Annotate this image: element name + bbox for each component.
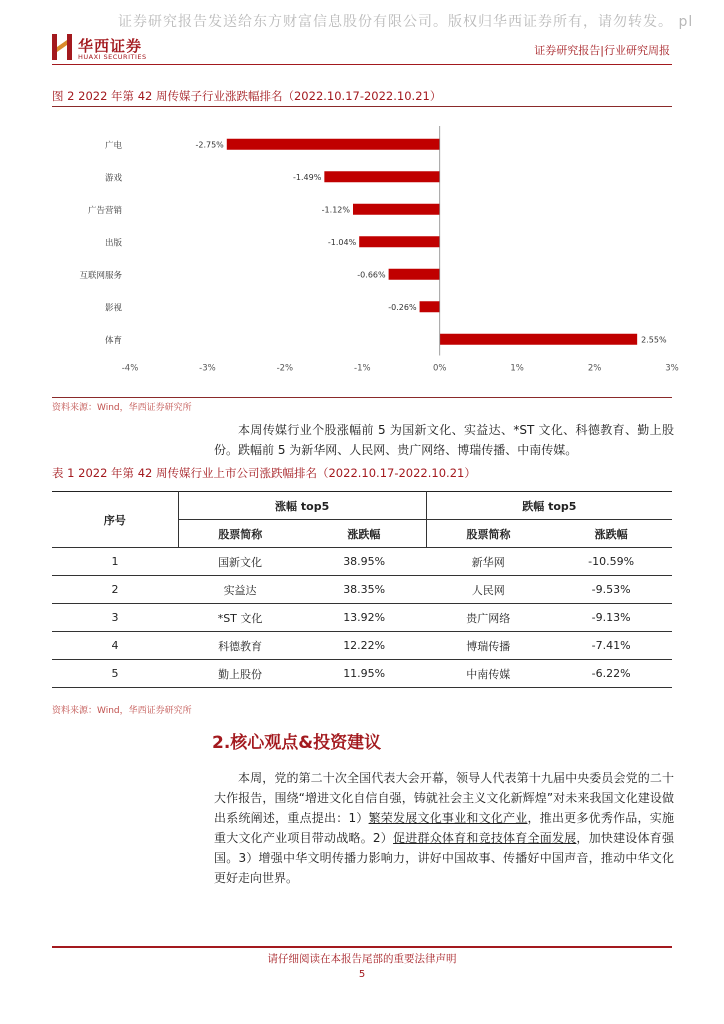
bar-6 bbox=[420, 301, 440, 312]
cell-up-change: 38.95% bbox=[302, 548, 426, 576]
cell-down-change: -9.53% bbox=[550, 576, 672, 604]
cell-up-change: 38.35% bbox=[302, 576, 426, 604]
x-tick-label: 0% bbox=[432, 363, 447, 374]
para-text-c: ，加快建设体育强国。3）增强中华文明传播力影响力，讲好中国故事、传播好中国声音，推动中华文化更好走向世界。 bbox=[214, 831, 674, 885]
cell-index: 1 bbox=[52, 548, 178, 576]
x-tick-label: 2% bbox=[587, 363, 602, 374]
data-label: -0.66% bbox=[357, 270, 386, 280]
category-label: 广告营销 bbox=[87, 205, 122, 216]
group-down-header: 跌幅 top5 bbox=[426, 492, 672, 520]
category-label: 影视 bbox=[104, 303, 122, 314]
para-underline-1: 繁荣发展文化事业和文化产业 bbox=[368, 811, 528, 825]
header-divider bbox=[52, 64, 672, 65]
para-text-a: 本周，党的第二十次全国代表大会开幕，领导人代表第十九届中央委员会党的二十大作报告，围绕“增进文化自信自强，铸就社会主义文化新辉煌”对未来我国文化建设做出系统阐述，重点提出：1） bbox=[214, 771, 674, 825]
brand-name-en: HUAXI SECURITIES bbox=[78, 53, 147, 61]
x-tick-label: -2% bbox=[276, 363, 294, 374]
x-tick-label: 3% bbox=[665, 363, 679, 374]
cell-down-change: -6.22% bbox=[550, 660, 672, 688]
cell-index: 2 bbox=[52, 576, 178, 604]
cell-up-change: 12.22% bbox=[302, 632, 426, 660]
figure-source: 资料来源：Wind，华西证券研究所 bbox=[52, 403, 192, 413]
table-title: 表 1 2022 年第 42 周传媒行业上市公司涨跌幅排名（2022.10.17-2022.10.21） bbox=[52, 466, 476, 480]
cell-index: 3 bbox=[52, 604, 178, 632]
bar-4 bbox=[359, 236, 440, 247]
data-label: 2.55% bbox=[641, 335, 667, 345]
cell-index: 5 bbox=[52, 660, 178, 688]
ranking-table bbox=[52, 491, 672, 688]
cell-up-name: 实益达 bbox=[178, 576, 302, 604]
data-label: -1.49% bbox=[293, 172, 322, 182]
figure-title: 图 2 2022 年第 42 周传媒子行业涨跌幅排名（2022.10.17-2022.10.21） bbox=[52, 89, 442, 103]
para-text-b: ，推出更多优秀作品，实施重大文化产业项目带动战略。2） bbox=[214, 811, 674, 845]
data-label: -2.75% bbox=[195, 140, 224, 150]
table-row bbox=[52, 632, 672, 660]
cell-up-change: 13.92% bbox=[302, 604, 426, 632]
category-label: 游戏 bbox=[104, 173, 122, 184]
cell-up-name: 勤上股份 bbox=[178, 660, 302, 688]
watermark-text: 证券研究报告发送给东方财富信息股份有限公司。版权归华西证券所有，请勿转发。 pl bbox=[118, 14, 694, 30]
col-index-header: 序号 bbox=[52, 492, 178, 548]
category-label: 广电 bbox=[104, 140, 122, 151]
bar-3 bbox=[353, 204, 440, 215]
category-label: 体育 bbox=[104, 335, 122, 346]
cell-up-name: 国新文化 bbox=[178, 548, 302, 576]
para-underline-2: 促进群众体育和竞技体育全面发展 bbox=[393, 831, 577, 845]
section-title: 2.核心观点&投资建议 bbox=[212, 733, 382, 753]
table-row bbox=[52, 604, 672, 632]
cell-down-name: 中南传媒 bbox=[426, 660, 550, 688]
cell-up-name: *ST 文化 bbox=[178, 604, 302, 632]
table-row bbox=[52, 548, 672, 576]
cell-down-name: 博瑞传播 bbox=[426, 632, 550, 660]
cell-down-name: 人民网 bbox=[426, 576, 550, 604]
figure-bottom-rule bbox=[52, 397, 672, 398]
page-number: 5 bbox=[358, 969, 366, 980]
cell-index: 4 bbox=[52, 632, 178, 660]
cell-up-change: 11.95% bbox=[302, 660, 426, 688]
table-source: 资料来源：Wind，华西证券研究所 bbox=[52, 706, 192, 716]
brand-logo-icon bbox=[52, 34, 72, 60]
cell-down-change: -9.13% bbox=[550, 604, 672, 632]
bar-1 bbox=[227, 139, 440, 150]
x-tick-label: -3% bbox=[199, 363, 216, 374]
report-type: 证券研究报告|行业研究周报 bbox=[534, 44, 670, 57]
group-up-header: 涨幅 top5 bbox=[178, 492, 426, 520]
bar-5 bbox=[389, 269, 440, 280]
bar-7 bbox=[440, 334, 637, 345]
data-label: -0.26% bbox=[388, 302, 417, 312]
cell-up-name: 科德教育 bbox=[178, 632, 302, 660]
data-label: -1.04% bbox=[327, 237, 357, 247]
col-down-change-header: 涨跌幅 bbox=[550, 520, 672, 548]
x-tick-label: -1% bbox=[354, 363, 371, 374]
x-tick-label: -4% bbox=[121, 363, 139, 374]
table-row bbox=[52, 576, 672, 604]
cell-down-name: 新华网 bbox=[426, 548, 550, 576]
bar-chart bbox=[52, 118, 679, 384]
footer-notice: 请仔细阅读在本报告尾部的重要法律声明 bbox=[267, 953, 457, 965]
category-label: 出版 bbox=[104, 238, 122, 249]
cell-down-change: -10.59% bbox=[550, 548, 672, 576]
brand-name-cn: 华西证券 bbox=[78, 37, 143, 55]
paragraph-top5: 本周传媒行业个股涨幅前 5 为国新文化、实益达、*ST 文化、科德教育、勤上股份。跌幅前 5 为新华网、人民网、贵广网络、博瑞传播、中南传媒。 bbox=[214, 423, 674, 457]
col-up-change-header: 涨跌幅 bbox=[302, 520, 426, 548]
category-label: 互联网服务 bbox=[79, 270, 122, 281]
table-row bbox=[52, 660, 672, 688]
cell-down-name: 贵广网络 bbox=[426, 604, 550, 632]
x-tick-label: 1% bbox=[510, 363, 524, 374]
data-label: -1.12% bbox=[321, 205, 350, 215]
figure-title-rule bbox=[52, 106, 672, 107]
cell-down-change: -7.41% bbox=[550, 632, 672, 660]
bar-2 bbox=[324, 171, 439, 182]
col-down-name-header: 股票简称 bbox=[426, 520, 550, 548]
footer-divider bbox=[52, 946, 672, 948]
col-up-name-header: 股票简称 bbox=[178, 520, 302, 548]
section-paragraph bbox=[214, 768, 674, 888]
